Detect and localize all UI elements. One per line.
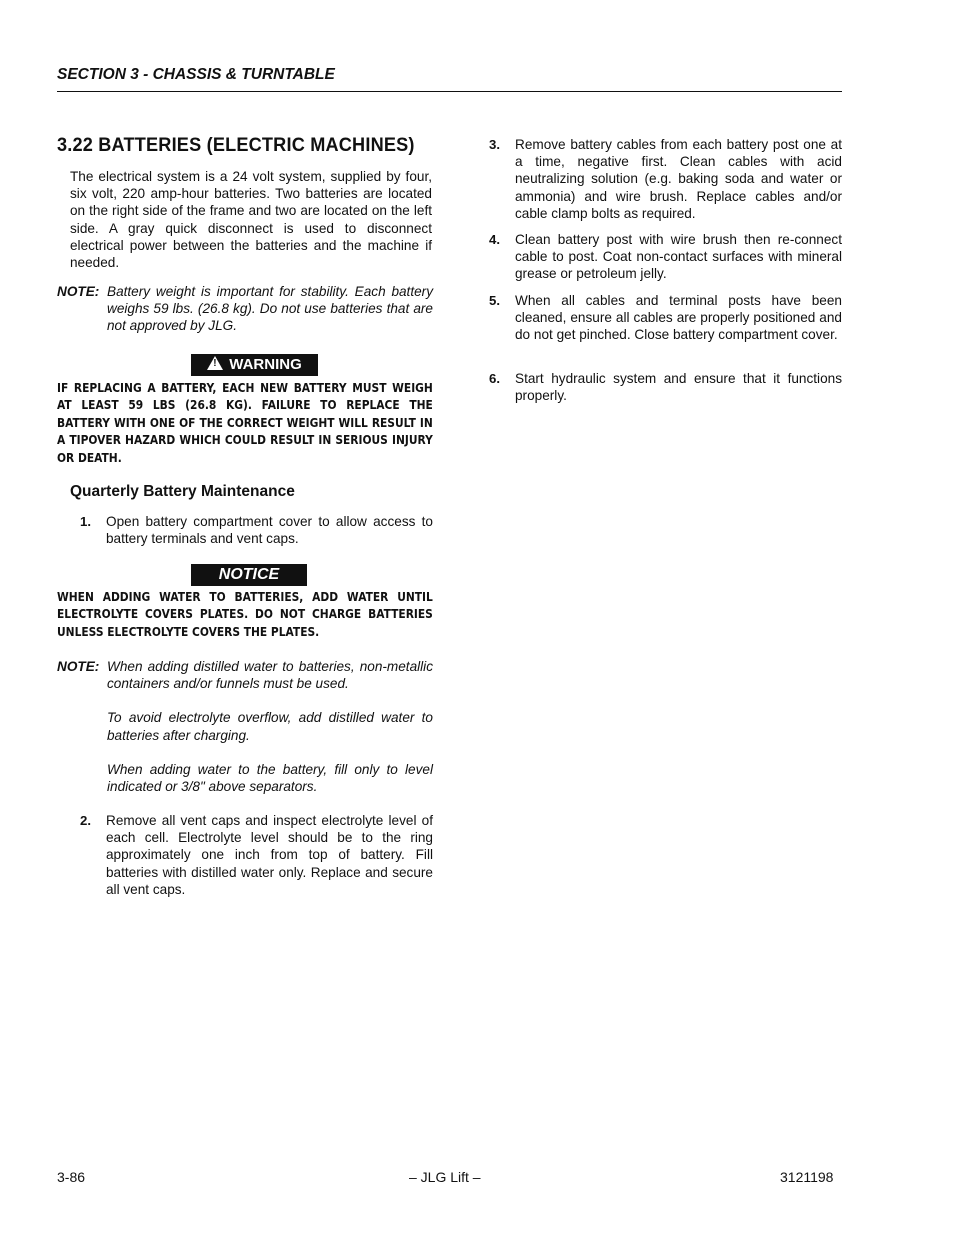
page-title: 3.22 BATTERIES (ELECTRIC MACHINES) <box>57 134 415 156</box>
step-text: Remove battery cables from each battery post one at a time, negative first. Clean cables with acid neutralizing solution (e.g. baking soda and water or ammonia) and wire brush. Replace cables and/or cable clamp bolts as required. <box>515 137 842 221</box>
warning-badge <box>191 354 318 376</box>
warning-label: WARNING <box>229 356 302 373</box>
subheading: Quarterly Battery Maintenance <box>70 483 295 500</box>
step-text: Remove all vent caps and inspect electrolyte level of each cell. Electrolyte level should be to the ring approximately one inch from top of battery. Fill batteries with distilled water only. Replace and secure all vent caps. <box>106 813 433 897</box>
step-number: 5. <box>489 293 500 308</box>
step-number: 6. <box>489 371 500 386</box>
step-text: When all cables and terminal posts have been cleaned, ensure all cables are properly positioned and do not get pinched. Close battery compartment cover. <box>515 293 842 343</box>
step-number: 4. <box>489 232 500 247</box>
notice-text: WHEN ADDING WATER TO BATTERIES, ADD WATER UNTIL ELECTROLYTE COVERS PLATES. DO NOT CHARGE BATTERIES UNLESS ELECTROLYTE COVERS THE PLATES. <box>57 589 433 639</box>
note-paragraph: When adding distilled water to batteries, non-metallic containers and/or funnels must be used. <box>107 659 433 692</box>
note-label: NOTE: <box>57 284 100 299</box>
document-number: 3121198 <box>780 1169 834 1185</box>
note-label: NOTE: <box>57 659 100 674</box>
intro-paragraph: The electrical system is a 24 volt system, supplied by four, six volt, 220 amp-hour batteries. Two batteries are located on the right side of the frame and two are located on the left side. A gray quick disconnect is used to disconnect electrical power between the batteries and the machine if needed. <box>70 169 432 271</box>
step-number: 2. <box>80 813 91 828</box>
note-text: Battery weight is important for stability. Each battery weighs 59 lbs. (26.8 kg). Do not use batteries that are not approved by JLG. <box>107 284 433 334</box>
step-text: Clean battery post with wire brush then re-connect cable to post. Coat non-contact surfaces with mineral grease or petroleum jelly. <box>515 232 842 282</box>
header-divider <box>57 91 842 92</box>
notice-badge: NOTICE <box>191 564 307 586</box>
step-number: 1. <box>80 514 91 529</box>
warning-triangle-icon: ! <box>207 356 223 370</box>
note-paragraph: When adding water to the battery, fill only to level indicated or 3/8" above separators. <box>107 761 433 795</box>
note-water <box>57 658 433 812</box>
step-text: Open battery compartment cover to allow access to battery terminals and vent caps. <box>106 514 433 547</box>
warning-text: IF REPLACING A BATTERY, EACH NEW BATTERY MUST WEIGH AT LEAST 59 LBS (26.8 KG). FAILURE TO REPLACE THE BATTERY WITH ONE OF THE CORRECT WEIGHT WILL RESULT IN A TIPOVER HAZARD WHICH COULD RESULT IN SERIOUS INJURY OR DEATH. <box>57 380 433 465</box>
note-battery-weight <box>57 283 433 352</box>
step-text: Start hydraulic system and ensure that it functions properly. <box>515 371 842 404</box>
page-number: 3-86 <box>57 1169 86 1185</box>
note-paragraph: To avoid electrolyte overflow, add distilled water to batteries after charging. <box>107 710 433 743</box>
section-header: SECTION 3 - CHASSIS & TURNTABLE <box>57 66 335 83</box>
step-number: 3. <box>489 137 500 152</box>
footer-center: – JLG Lift – <box>409 1169 481 1185</box>
